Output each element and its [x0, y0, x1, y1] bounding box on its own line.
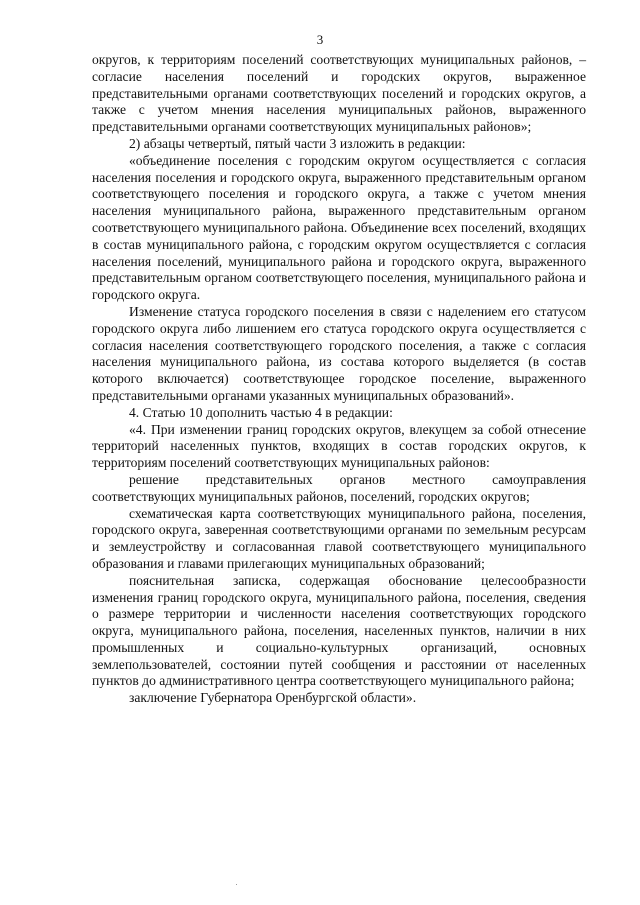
paragraph-schematic-map: схематическая карта соответствующих муниципального района, поселения, городского округа, заверенная соответствующими органами по земельным ресурсам и землеустройству и согласованная главой соответствующего муниципального образования и главами прилегающих муниципальных образований;: [92, 505, 586, 571]
document-body: [92, 52, 586, 707]
paragraph-continuation: округов, к территориям поселений соответствующих муниципальных районов, – согласие населения поселений и городских округов, выраженное представительными органами соответствующих поселений и городских округов, а также с учетом мнения населения муниципальных районов, выраженного представительными органами соответствующих муниципальных районов»;: [92, 52, 586, 135]
paragraph-quote-merger: «объединение поселения с городским округом осуществляется с согласия населения поселения и городского округа, выраженного представительным органом соответствующего поселения и городского округа, а также с учетом мнения населения муниципального района, выраженного представительным органом соответствующего муниципального района. Объединение всех поселений, входящих в состав муниципального района, с городским округом осуществляется с согласия населения поселений, муниципального района и городского округа, выраженного представительным органом соответствующего поселения, муниципального района и городского округа.: [92, 152, 586, 303]
paragraph-status-change: Изменение статуса городского поселения в связи с наделением его статусом городского округа либо лишением его статуса городского округа осуществляется с согласия населения соответствующего городского поселения, а также с согласия населения муниципального района, из состава которого выделяется (в состав которого включается) соответствующее городское поселение, выраженного представительными органами указанных муниципальных образований».: [92, 303, 586, 403]
paragraph-decision: решение представительных органов местного самоуправления соответствующих муниципальных районов, поселений, городских округов;: [92, 471, 586, 504]
scan-speck: [236, 884, 237, 885]
paragraph-item-4: 4. Статью 10 дополнить частью 4 в редакции:: [129, 404, 393, 420]
paragraph-governor-conclusion: заключение Губернатора Оренбургской области».: [129, 690, 417, 706]
paragraph-explanatory-note: пояснительная записка, содержащая обоснование целесообразности изменения границ городского округа, муниципального района, поселения, сведения о размере территории и численности населения соответствующих городского округа, муниципального района, поселения, населенных пунктов, наличии в них промышленных и социально-культурных организаций, основных землепользователей, состоянии путей сообщения и расстоянии от населенных пунктов до административного центра соответствующего муниципального района;: [92, 572, 586, 689]
page-number: 3: [316, 32, 324, 47]
paragraph-article-10-part-4: «4. При изменении границ городских округов, влекущем за собой отнесение территорий населенных пунктов, входящих в состав городских округов, к территориям поселений соответствующих муниципальных районов:: [92, 421, 586, 471]
paragraph-item-2: 2) абзацы четвертый, пятый части 3 изложить в редакции:: [129, 135, 466, 151]
